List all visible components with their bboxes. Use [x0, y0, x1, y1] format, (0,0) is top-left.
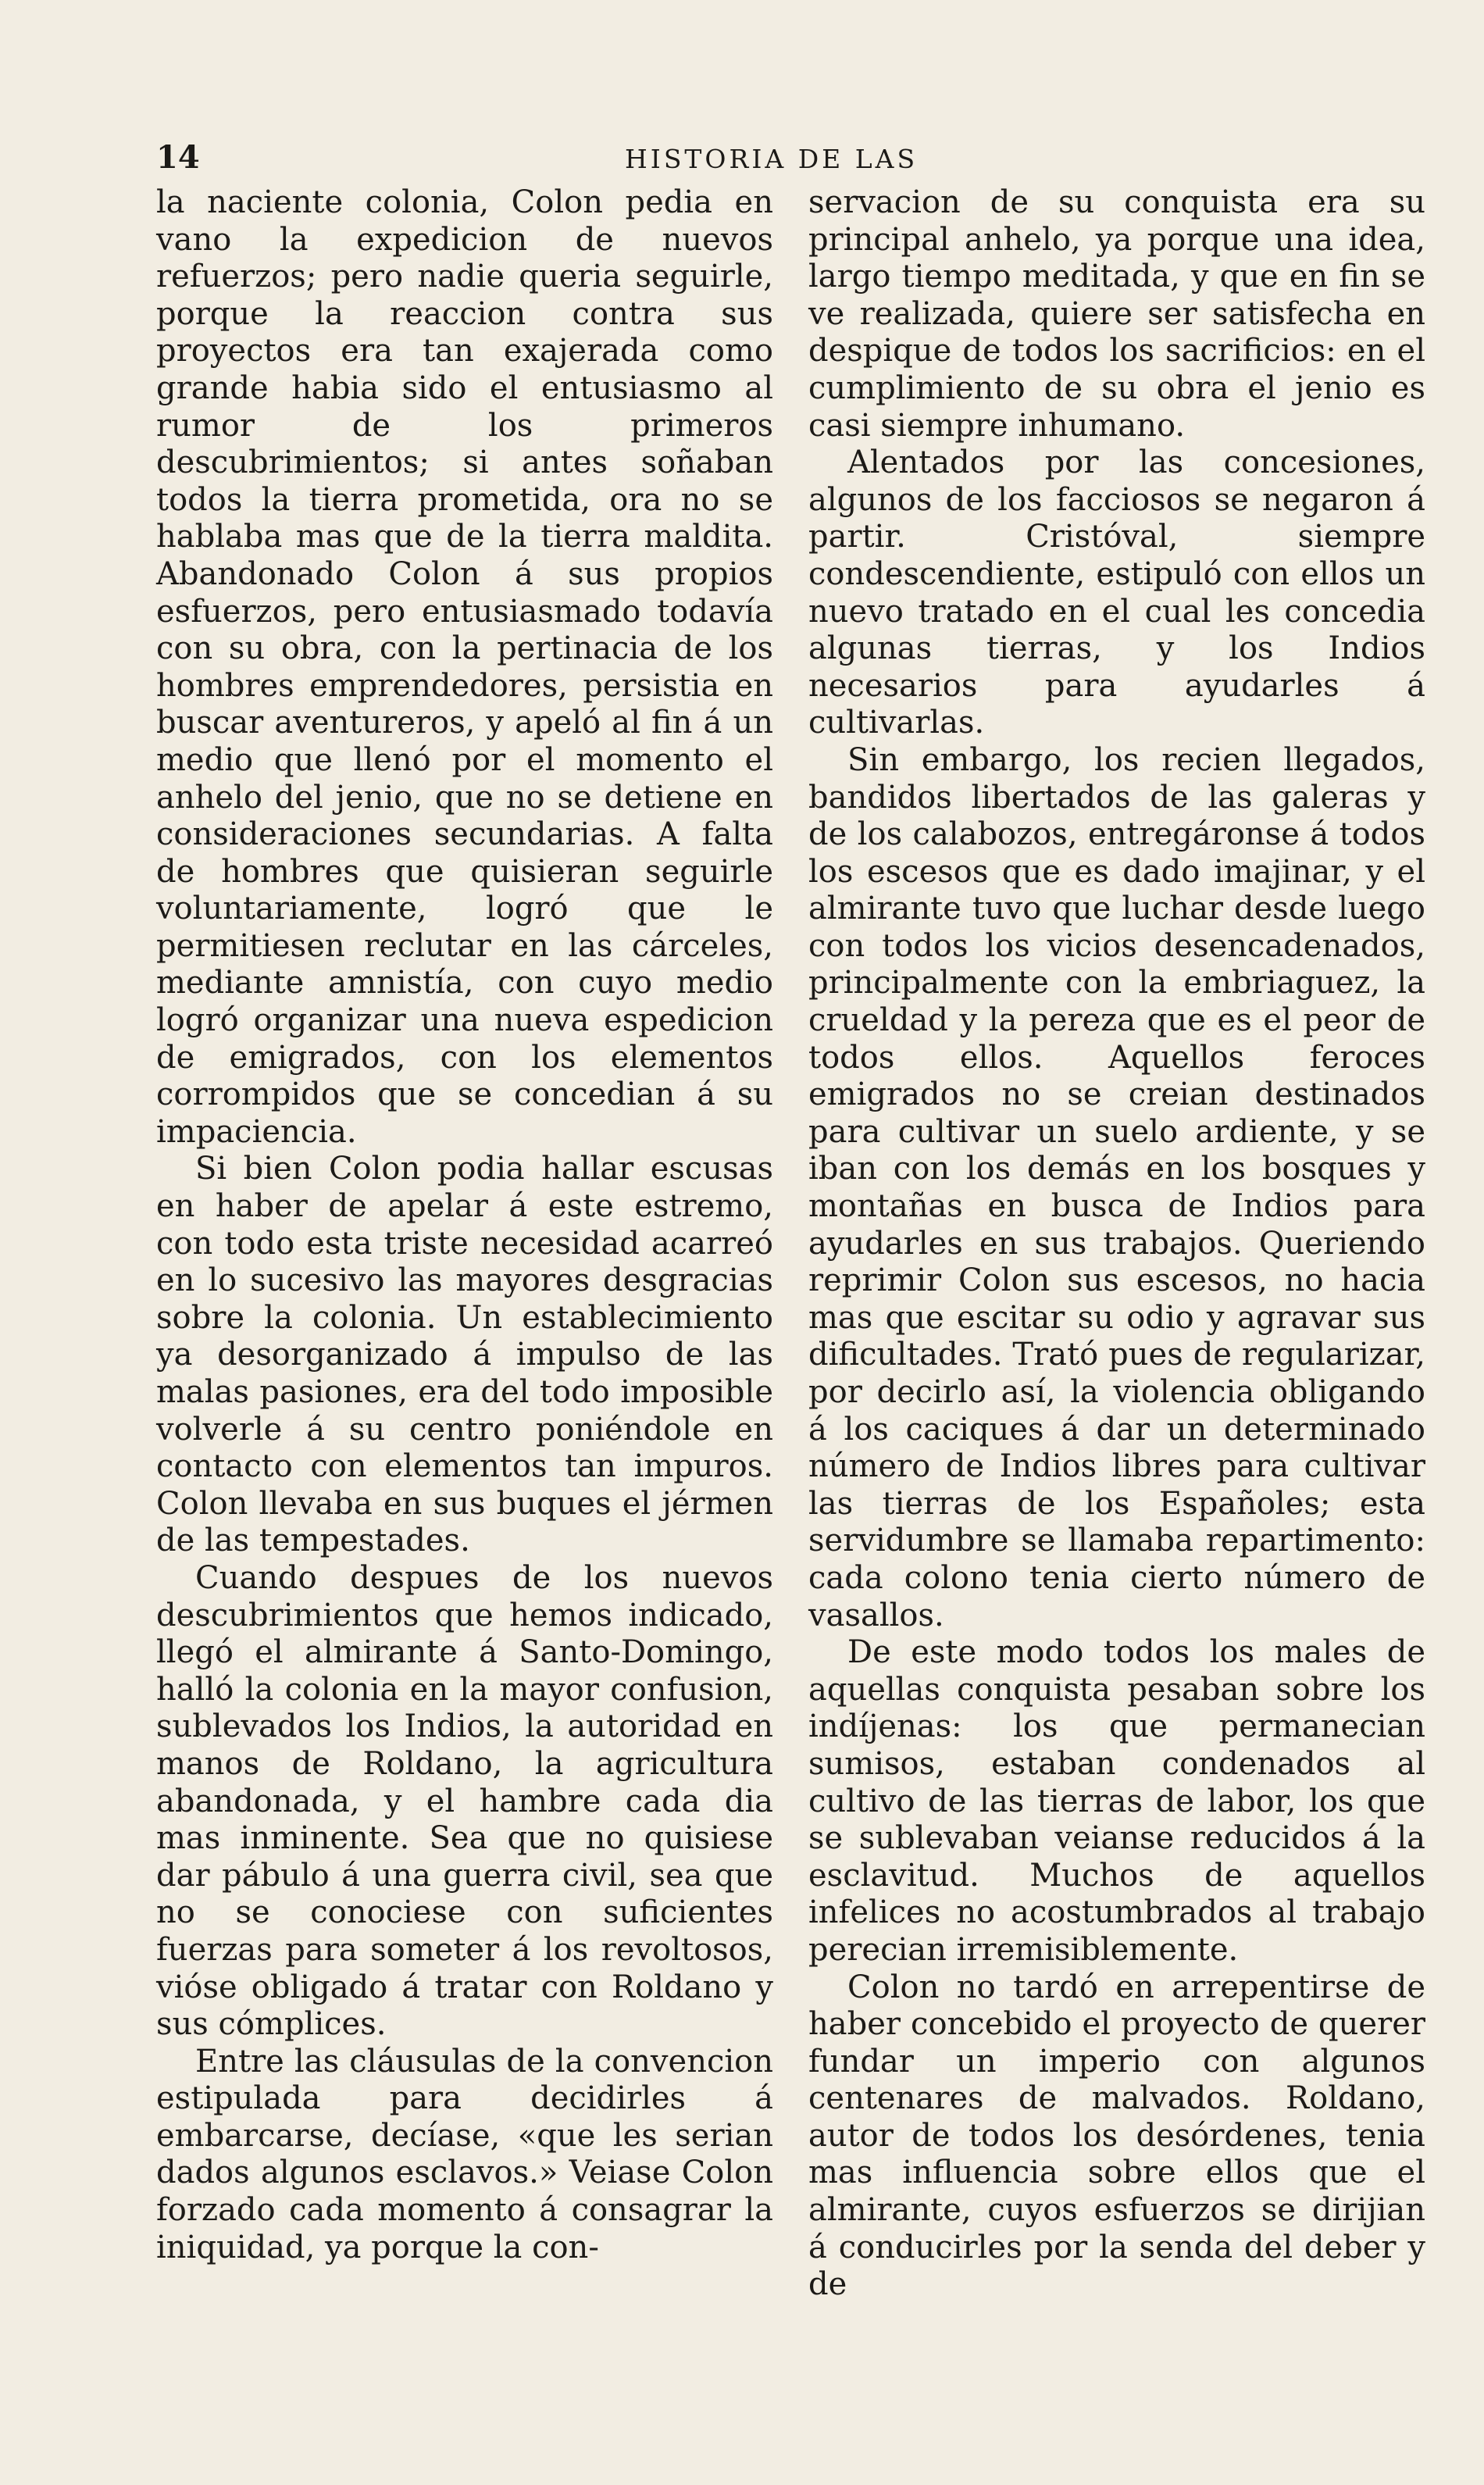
- paragraph: Entre las cláusulas de la convencion estipulada para decidirles á embarcarse, decíase, «que les serian dados algunos esclavos.» Veiase Colon forzado cada momento á consagrar la iniquidad, ya porque la con-: [156, 2043, 773, 2265]
- page-number: 14: [156, 139, 200, 176]
- paragraph: servacion de su conquista era su principal anhelo, ya porque una idea, largo tiempo meditada, y que en fin se ve realizada, quiere ser satisfecha en despique de todos los sacrificios: en el cumplimiento de su obra el jenio es casi siempre inhumano.: [808, 184, 1425, 444]
- left-column: [156, 184, 773, 2266]
- right-column: [808, 184, 1425, 2304]
- paragraph: Cuando despues de los nuevos descubrimientos que hemos indicado, llegó el almirante á Santo-Domingo, halló la colonia en la mayor confusion, sublevados los Indios, la autoridad en manos de Roldano, la agricultura abandonada, y el hambre cada dia mas inminente. Sea que no quisiese dar pábulo á una guerra civil, sea que no se conociese con suficientes fuerzas para someter á los revoltosos, vióse obligado á tratar con Roldano y sus cómplices.: [156, 1559, 773, 2043]
- paragraph: Si bien Colon podia hallar escusas en haber de apelar á este estremo, con todo esta triste necesidad acarreó en lo sucesivo las mayores desgracias sobre la colonia. Un establecimiento ya desorganizado á impulso de las malas pasiones, era del todo imposible volverle á su centro poniéndole en contacto con elementos tan impuros. Colon llevaba en sus buques el jérmen de las tempestades.: [156, 1151, 773, 1559]
- running-title: HISTORIA DE LAS: [625, 144, 919, 174]
- paragraph: Sin embargo, los recien llegados, bandidos libertados de las galeras y de los calabozos, entregáronse á todos los escesos que es dado imajinar, y el almirante tuvo que luchar desde luego con todos los vicios desencadenados, principalmente con la embriaguez, la crueldad y la pereza que es el peor de todos ellos. Aquellos feroces emigrados no se creian destinados para cultivar un suelo ardiente, y se iban con los demás en los bosques y montañas en busca de Indios para ayudarles en sus trabajos. Queriendo reprimir Colon sus escesos, no hacia mas que escitar su odio y agravar sus dificultades. Trató pues de regularizar, por decirlo así, la violencia obligando á los caciques á dar un determinado número de Indios libres para cultivar las tierras de los Españoles; esta servidumbre se llamaba repartimento: cada colono tenia cierto número de vasallos.: [808, 741, 1425, 1633]
- paragraph: la naciente colonia, Colon pedia en vano la expedicion de nuevos refuerzos; pero nadie queria seguirle, porque la reaccion contra sus proyectos era tan exajerada como grande habia sido el entusiasmo al rumor de los primeros descubrimientos; si antes soñaban todos la tierra prometida, ora no se hablaba mas que de la tierra maldita. Abandonado Colon á sus propios esfuerzos, pero entusiasmado todavía con su obra, con la pertinacia de los hombres emprendedores, persistia en buscar aventureros, y apeló al fin á un medio que llenó por el momento el anhelo del jenio, que no se detiene en consideraciones secundarias. A falta de hombres que quisieran seguirle voluntariamente, logró que le permitiesen reclutar en las cárceles, mediante amnistía, con cuyo medio logró organizar una nueva espedicion de emigrados, con los elementos corrompidos que se concedian á su impaciencia.: [156, 184, 773, 1150]
- paragraph: Alentados por las concesiones, algunos de los facciosos se negaron á partir. Cristóval, siempre condescendiente, estipuló con ellos un nuevo tratado en el cual les concedia algunas tierras, y los Indios necesarios para ayudarles á cultivarlas.: [808, 445, 1425, 741]
- paragraph: De este modo todos los males de aquellas conquista pesaban sobre los indíjenas: los que permanecian sumisos, estaban condenados al cultivo de las tierras de labor, los que se sublevaban veianse reducidos á la esclavitud. Muchos de aquellos infelices no acostumbrados al trabajo perecian irremisiblemente.: [808, 1634, 1425, 1968]
- page-header: [156, 139, 1437, 178]
- paragraph: Colon no tardó en arrepentirse de haber concebido el proyecto de querer fundar un imperio con algunos centenares de malvados. Roldano, autor de todos los desórdenes, tenia mas influencia sobre ellos que el almirante, cuyos esfuerzos se dirijian á conducirles por la senda del deber y de: [808, 1969, 1425, 2303]
